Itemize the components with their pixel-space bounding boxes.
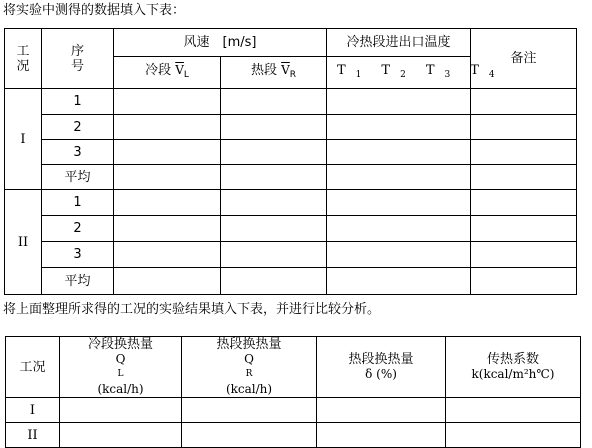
table-row [5,190,577,216]
empty-cell [471,115,577,140]
empty-cell [221,190,327,216]
empty-cell [114,242,221,268]
table-row [5,242,577,268]
table-header-row [5,29,577,57]
condition-label: II [6,423,60,448]
header-condition: 工 况 [5,29,42,89]
header-heat-transfer-coefficient: 传热系数 k(kcal/m²h℃) [446,337,581,398]
instruction-measured-data: 将实验中测得的数据填入下表： [3,3,186,18]
empty-cell [182,423,317,448]
table-row [5,115,577,140]
empty-cell [327,165,471,190]
sequence-cell: 1 [42,190,114,216]
empty-cell [221,89,327,115]
empty-cell [471,165,577,190]
empty-cell [221,165,327,190]
empty-cell [327,268,471,295]
empty-cell [327,140,471,165]
header-cold-heat-transfer: 冷段换热量 Q L (kcal/h) [60,337,182,398]
sequence-cell: 2 [42,115,114,140]
empty-cell [221,140,327,165]
empty-cell [114,190,221,216]
results-table [5,336,581,448]
header-cold-section-velocity: 冷段 $\overline{V}_L$ [114,57,221,89]
empty-cell [221,268,327,295]
table-row [5,140,577,165]
header-condition: 工况 [6,337,60,398]
empty-cell [471,140,577,165]
sequence-cell: 2 [42,216,114,242]
sequence-cell: 3 [42,140,114,165]
table-row [5,216,577,242]
empty-cell [182,398,317,423]
empty-cell [221,115,327,140]
sequence-cell: 平均 [42,165,114,190]
condition-label: I [5,89,42,190]
table-row [6,398,581,423]
condition-label: I [6,398,60,423]
empty-cell [114,268,221,295]
table-row [5,89,577,115]
empty-cell [60,398,182,423]
instruction-results: 将上面整理所求得的工况的实验结果填入下表，并进行比较分析。 [3,302,381,317]
header-hot-heat-transfer: 热段换热量 Q R (kcal/h) [182,337,317,398]
empty-cell [471,216,577,242]
empty-cell [114,115,221,140]
table-row [5,268,577,295]
empty-cell [471,268,577,295]
measured-data-table [4,28,577,295]
sequence-cell: 1 [42,89,114,115]
empty-cell [327,115,471,140]
empty-cell [471,242,577,268]
empty-cell [446,423,581,448]
header-wind-speed: 风速 [m/s] [114,29,327,57]
header-heat-delta: 热段换热量 δ (%) [317,337,446,398]
empty-cell [327,216,471,242]
empty-cell [60,423,182,448]
empty-cell [317,423,446,448]
sequence-cell: 平均 [42,268,114,295]
header-remark: 备注 [471,29,577,89]
header-sequence: 序 号 [42,29,114,89]
header-temperature: 冷热段进出口温度 [327,29,471,57]
empty-cell [327,190,471,216]
table-header-row [6,337,581,398]
table-row [5,165,577,190]
empty-cell [327,89,471,115]
empty-cell [471,190,577,216]
table-row [6,423,581,448]
empty-cell [221,242,327,268]
sequence-cell: 3 [42,242,114,268]
empty-cell [114,89,221,115]
empty-cell [327,242,471,268]
empty-cell [114,140,221,165]
condition-label: II [5,190,42,295]
empty-cell [114,165,221,190]
empty-cell [114,216,221,242]
header-hot-section-velocity: 热段 $\overline{V}_R$ [221,57,327,89]
empty-cell [446,398,581,423]
header-temperatures: T $_1$ T $_2$ T $_3$ T $_4$ [327,57,471,89]
empty-cell [317,398,446,423]
empty-cell [221,216,327,242]
empty-cell [471,89,577,115]
